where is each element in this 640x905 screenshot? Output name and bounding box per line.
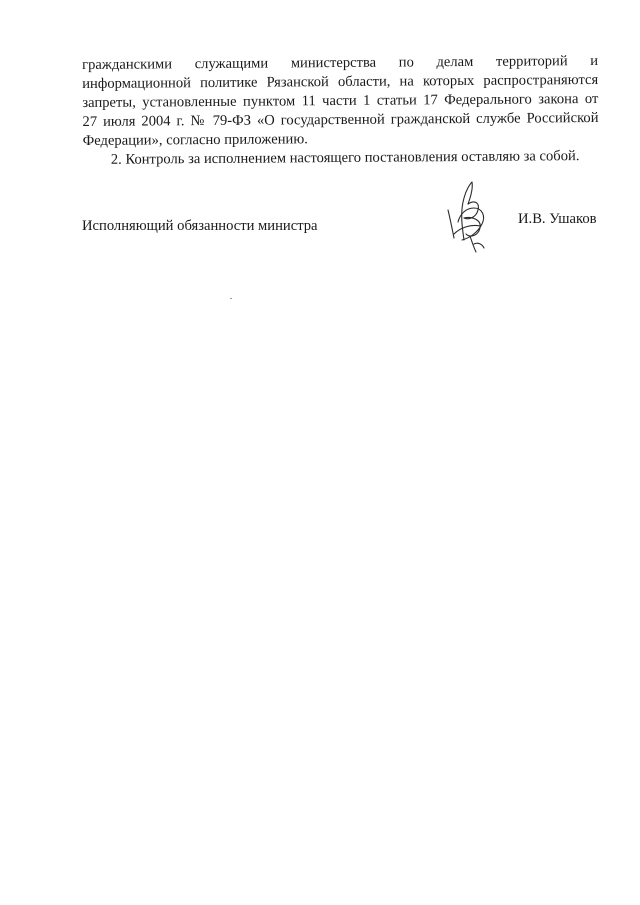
document-body	[82, 52, 599, 170]
paragraph-1-line-4: 27 июля 2004 г. № 79-ФЗ «О государственной гражданской службе Российской	[82, 109, 599, 130]
paragraph-1-line-3: запреты, установленные пунктом 11 части 1 статьи 17 Федерального закона от	[82, 90, 599, 111]
paragraph-1-line-5: Федерации», согласно приложению.	[82, 131, 308, 149]
scan-artifact	[230, 298, 232, 299]
paragraph-2: 2. Контроль за исполнением настоящего постановления оставляю за собой.	[110, 148, 580, 168]
signature-block	[82, 200, 602, 260]
paragraph-1-line-1: гражданскими служащими министерства по делам территорий и	[82, 52, 599, 73]
signatory-position: Исполняющий обязанности министра	[82, 218, 318, 234]
handwritten-signature	[434, 178, 504, 254]
signatory-name: И.В. Ушаков	[518, 211, 597, 227]
paragraph-1-line-2: информационной политике Рязанской области, на которых распространяются	[82, 71, 599, 92]
